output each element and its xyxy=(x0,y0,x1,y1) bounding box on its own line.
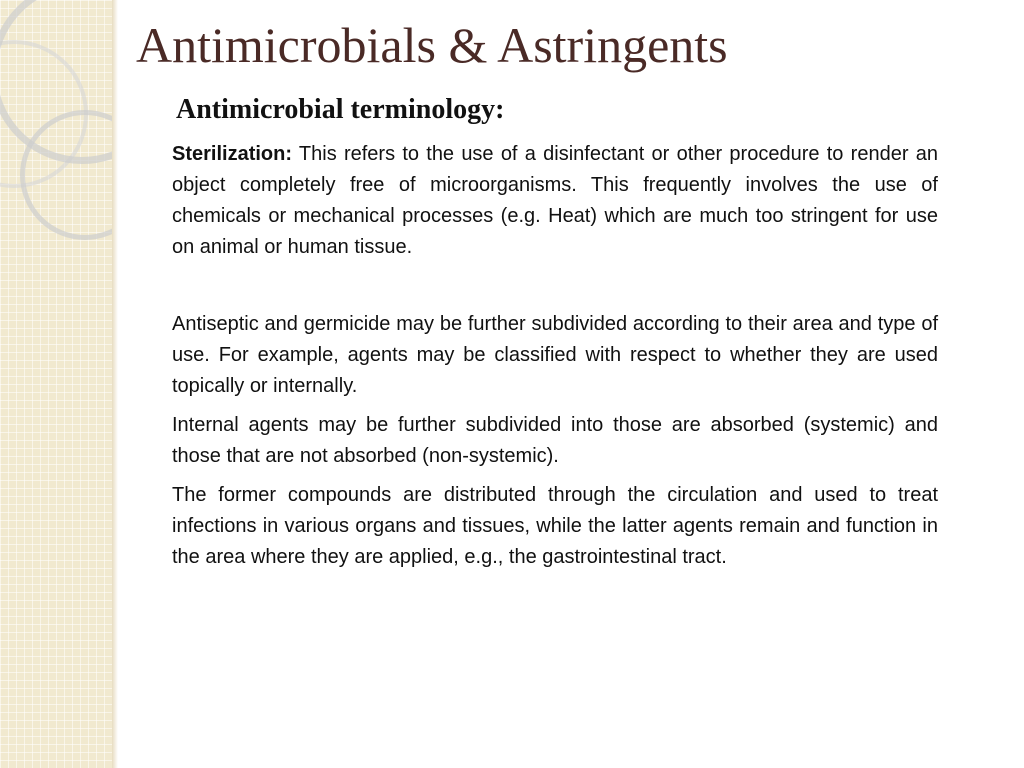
paragraph-sterilization xyxy=(172,139,938,263)
term-label: Sterilization: xyxy=(172,143,293,165)
paragraph-antiseptic: Antiseptic and germicide may be further subdivided according to their area and type of use. For example, agents may be classified with respect to whether they are used topically or internally. xyxy=(172,313,938,397)
slide-title: Antimicrobials & Astringents xyxy=(136,17,728,73)
slide-subtitle: Antimicrobial terminology: xyxy=(176,94,505,125)
paragraph-internal-agents: Internal agents may be further subdivided into those are absorbed (systemic) and those that are not absorbed (non-systemic). xyxy=(172,414,938,467)
paragraph-text: This refers to the use of a disinfectant or other procedure to render an object completely free of microorganisms. This frequently involves the use of chemicals or mechanical processes (e.g. Heat) which are much too stringent for use on animal or human tissue. xyxy=(172,143,938,258)
paragraph-former-compounds: The former compounds are distributed through the circulation and used to treat infections in various organs and tissues, while the latter agents remain and function in the area where they are applied, e.g., the gastrointestinal tract. xyxy=(172,484,938,568)
